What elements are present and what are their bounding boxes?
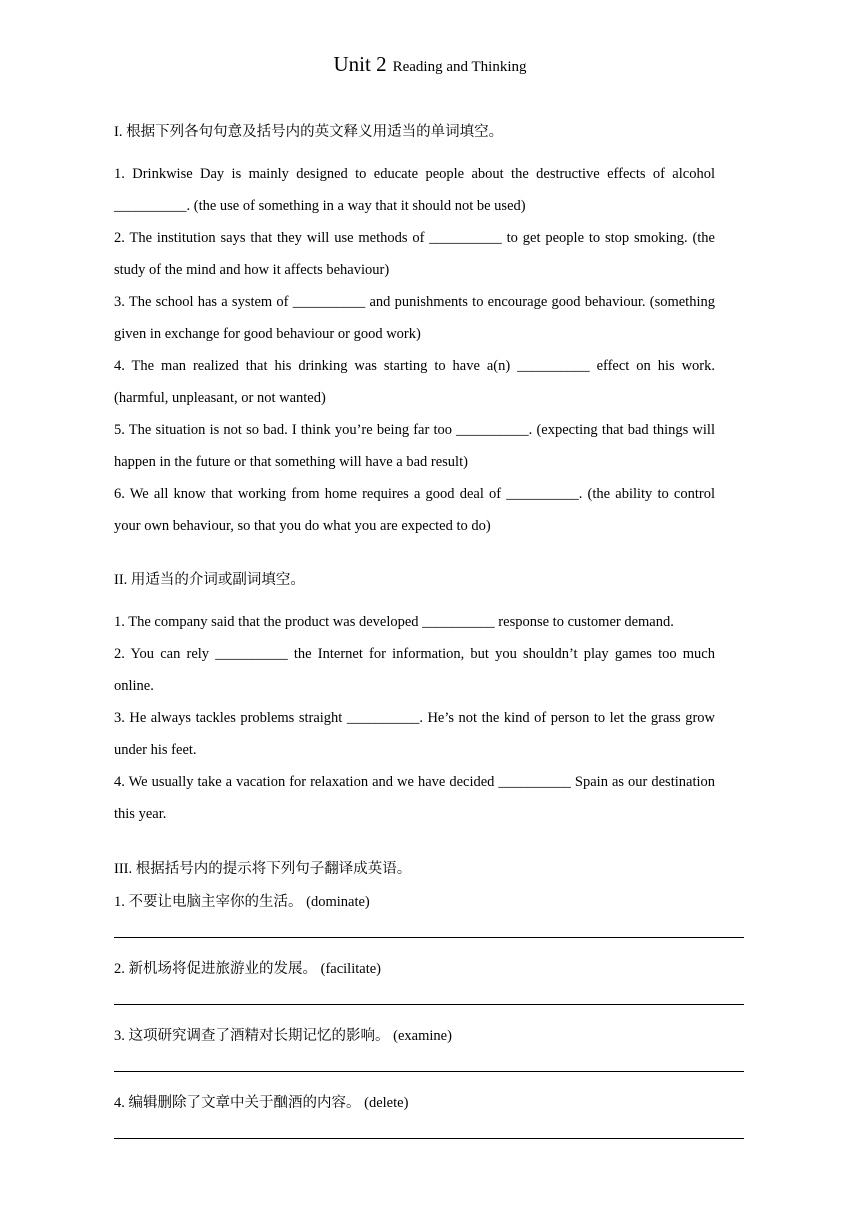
- question-item: 2. You can rely __________ the Internet for information, but you shouldn’t play games too much online.: [114, 646, 715, 694]
- translation-item: [114, 889, 744, 956]
- answer-line[interactable]: [114, 937, 744, 938]
- section-heading: I. 根据下列各句句意及括号内的英文释义用适当的单词填空。: [114, 124, 504, 140]
- question-item: 4. The man realized that his drinking was starting to have a(n) __________ effect on his work. (harmful, unpleasant, or not wanted): [114, 358, 715, 406]
- question-item: 3. He always tackles problems straight __________. He’s not the kind of person to let the grass grow under his feet.: [114, 710, 715, 758]
- question-item: 6. We all know that working from home requires a good deal of __________. (the ability to control your own behaviour, so that you do what you are expected to do): [114, 486, 715, 534]
- translation-item: [114, 1090, 744, 1157]
- section-prepositions: [114, 569, 715, 830]
- answer-line[interactable]: [114, 1138, 744, 1139]
- translation-prompt: 1. 不要让电脑主宰你的生活。 (dominate): [114, 894, 370, 910]
- question-item: 1. Drinkwise Day is mainly designed to educate people about the destructive effects of alcohol __________. (the use of something in a way that it should not be used): [114, 166, 715, 214]
- answer-line[interactable]: [114, 1071, 744, 1072]
- section-heading: II. 用适当的介词或副词填空。: [114, 572, 305, 588]
- question-item: 3. The school has a system of __________ and punishments to encourage good behaviour. (something given in exchange for good behaviour or good work): [114, 294, 715, 342]
- translation-prompt: 4. 编辑删除了文章中关于酗酒的内容。 (delete): [114, 1095, 409, 1111]
- translation-item: [114, 1023, 744, 1090]
- translation-item: [114, 956, 744, 1023]
- section-vocabulary: [114, 121, 715, 542]
- translation-prompt: 2. 新机场将促进旅游业的发展。 (facilitate): [114, 961, 381, 977]
- question-item: 1. The company said that the product was developed __________ response to customer demand.: [114, 614, 674, 630]
- question-item: 5. The situation is not so bad. I think you’re being far too __________. (expecting that bad things will happen in the future or that something will have a bad result): [114, 422, 715, 470]
- question-item: 2. The institution says that they will use methods of __________ to get people to stop smoking. (the study of the mind and how it affects behaviour): [114, 230, 715, 278]
- title-unit: Unit 2: [333, 52, 387, 76]
- title-subtitle: Reading and Thinking: [392, 59, 527, 75]
- question-item: 4. We usually take a vacation for relaxation and we have decided __________ Spain as our destination this year.: [114, 774, 715, 822]
- page-title: [0, 52, 860, 77]
- section-heading: III. 根据括号内的提示将下列句子翻译成英语。: [114, 861, 412, 877]
- translation-prompt: 3. 这项研究调查了酒精对长期记忆的影响。 (examine): [114, 1028, 452, 1044]
- section-translation: [114, 858, 744, 1157]
- answer-line[interactable]: [114, 1004, 744, 1005]
